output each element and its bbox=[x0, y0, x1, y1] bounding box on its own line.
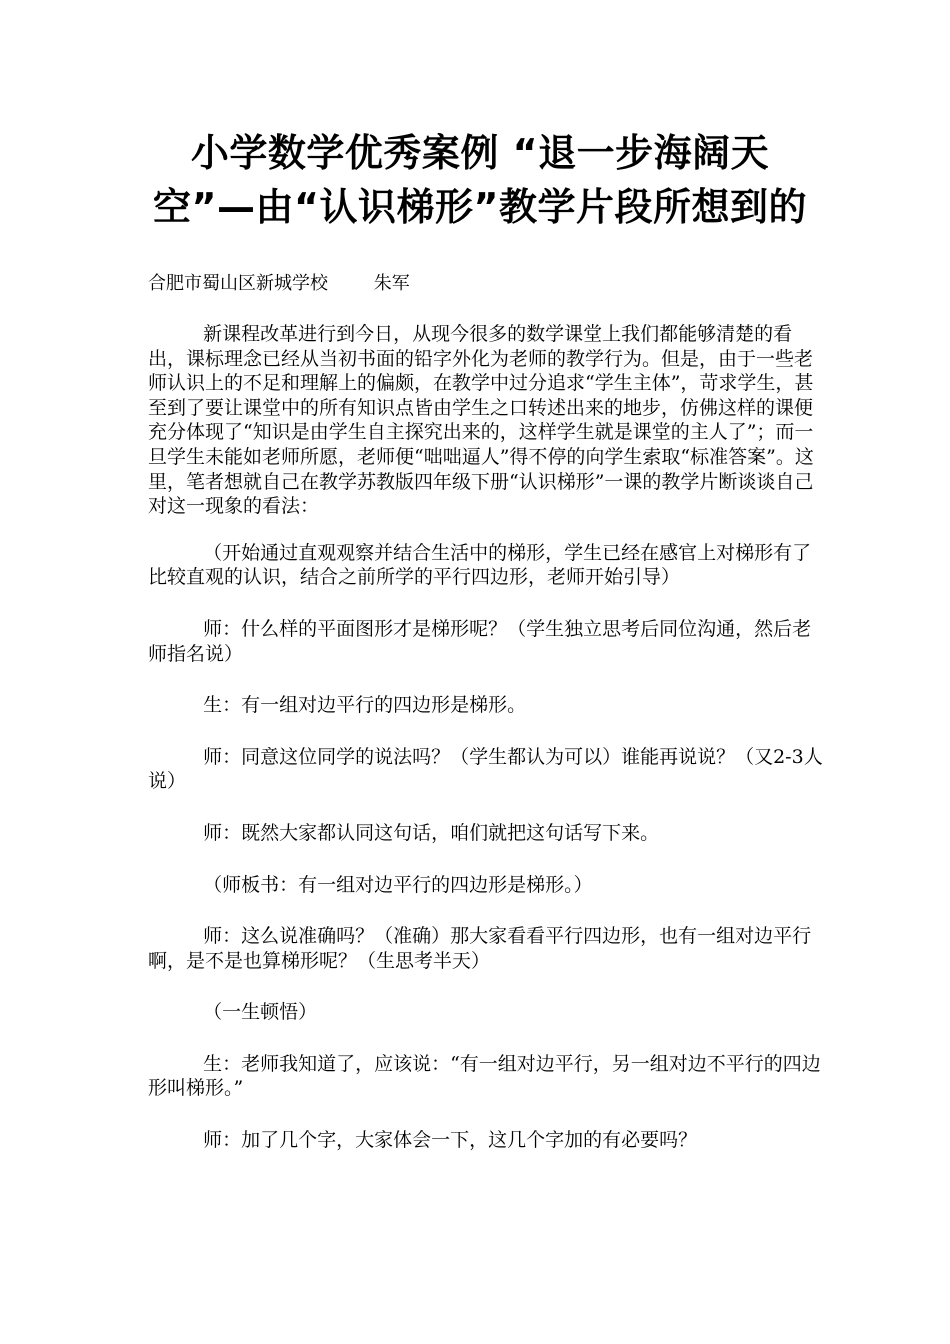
article-body bbox=[148, 322, 828, 1180]
dialogue-line: 生：有一组对边平行的四边形是梯形。 bbox=[203, 694, 527, 717]
dialogue-line: 师：同意这位同学的说法吗？（学生都认为可以）谁能再说说？（又2-3人说） bbox=[148, 745, 823, 793]
intro-paragraph: 新课程改革进行到今日，从现今很多的数学课堂上我们都能够清楚的看出，课标理念已经从当初书面的铅字外化为老师的教学行为。但是，由于一些老师认识上的不足和理解上的偏颇，在教学中过分追求“学生主体”，苛求学生，甚至到了要让课堂中的所有知识点皆由学生之口转述出来的地步，仿佛这样的课便充分体现了“知识是由学生自主探究出来的，这样学生就是课堂的主人了”；而一旦学生未能如老师所愿，老师便“咄咄逼人”得不停的向学生索取“标准答案”。这里，笔者想就自己在教学苏教版四年级下册“认识梯形”一课的教学片断谈谈自己对这一现象的看法： bbox=[148, 323, 814, 518]
dialogue-line: 师：什么样的平面图形才是梯形呢？（学生独立思考后同位沟通，然后老师指名说） bbox=[148, 617, 812, 665]
dialogue-line: （一生顿悟） bbox=[203, 1001, 318, 1024]
dialogue-line: 师：加了几个字，大家体会一下，这几个字加的有必要吗？ bbox=[203, 1129, 698, 1152]
dialogue-line: 师：既然大家都认同这句话，咱们就把这句话写下来。 bbox=[203, 821, 660, 844]
context-paragraph: （开始通过直观观察并结合生活中的梯形，学生已经在感官上对梯形有了比较直观的认识，结合之前所学的平行四边形，老师开始引导） bbox=[148, 541, 812, 589]
author-byline: 合肥市蜀山区新城学校 朱军 bbox=[148, 273, 410, 294]
document-title: 小学数学优秀案例 “退一步海阔天空”—由“认识梯形”教学片段所想到的 bbox=[153, 131, 807, 229]
dialogue-line: （师板书：有一组对边平行的四边形是梯形。） bbox=[203, 873, 593, 896]
dialogue-line: 生：老师我知道了，应该说：“有一组对边平行，另一组对边不平行的四边形叫梯形。” bbox=[148, 1052, 821, 1100]
dialogue-line: 师：这么说准确吗？（准确）那大家看看平行四边形，也有一组对边平行啊，是不是也算梯形呢？（生思考半天） bbox=[148, 925, 812, 972]
